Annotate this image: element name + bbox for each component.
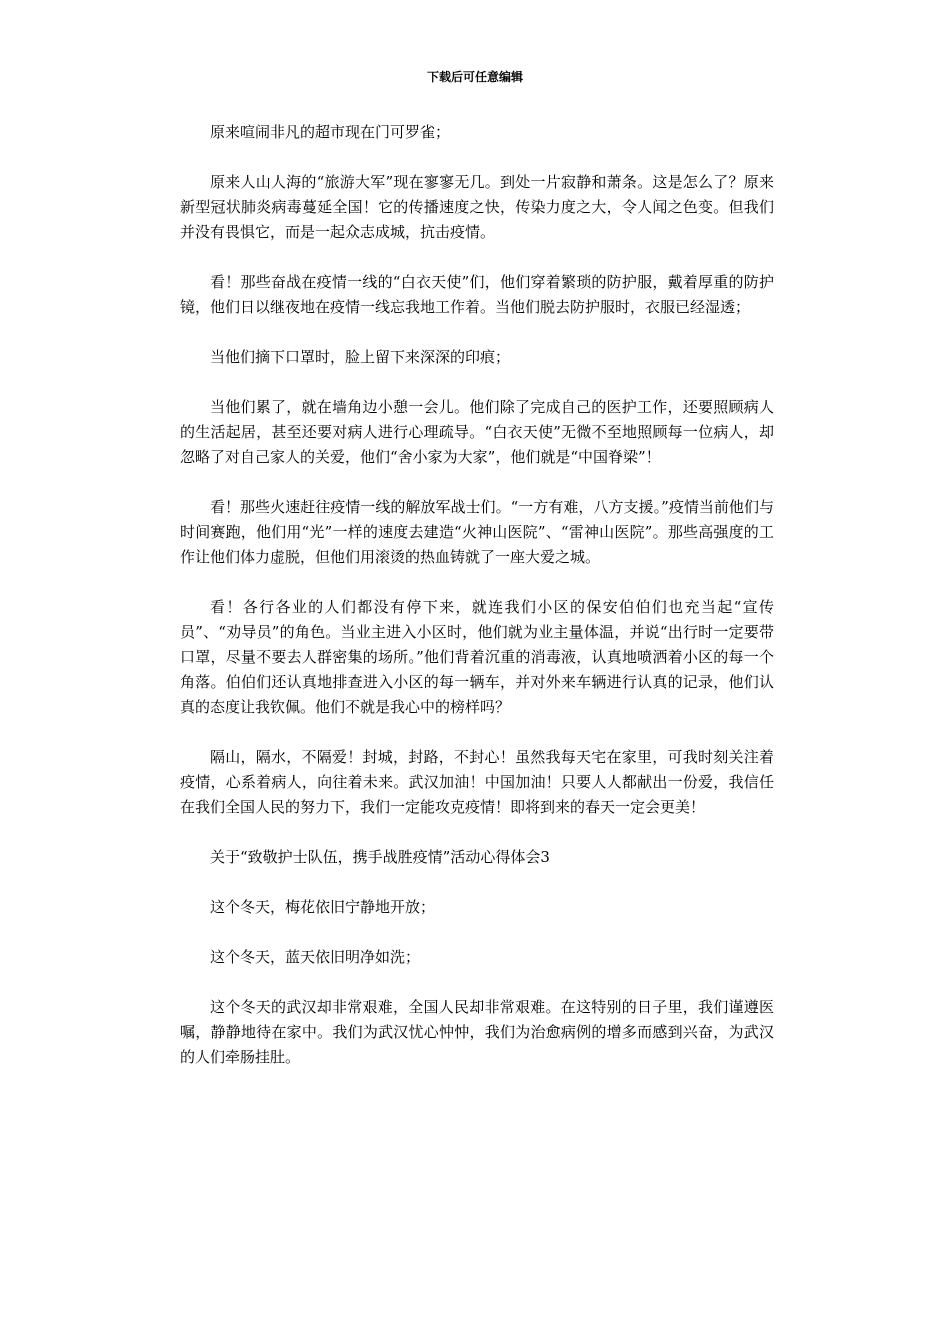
document-body (180, 120, 774, 1095)
paragraph: 看！各行各业的人们都没有停下来，就连我们小区的保安伯伯们也充当起“宣传员”、“劝导员”的角色。当业主进入小区时，他们就为业主量体温，并说“出行时一定要带口罩，尽量不要去人群密集的场所。”他们背着沉重的消毒液，认真地喷洒着小区的每一个角落。伯伯们还认真地排查进入小区的每一辆车，并对外来车辆进行认真的记录，他们认真的态度让我钦佩。他们不就是我心中的榜样吗？ (180, 598, 774, 716)
paragraph: 看！那些火速赶往疫情一线的解放军战士们。“一方有难，八方支援。”疫情当前他们与时间赛跑，他们用“光”一样的速度去建造“火神山医院”、“雷神山医院”。那些高强度的工作让他们体力虚脱，但他们用滚烫的热血铸就了一座大爱之城。 (180, 498, 774, 566)
section-heading: 关于“致敬护士队伍，携手战胜疫情”活动心得体会3 (210, 848, 550, 866)
paragraph: 原来人山人海的“旅游大军”现在寥寥无几。到处一片寂静和萧条。这是怎么了？原来新型冠状肺炎病毒蔓延全国！它的传播速度之快，传染力度之大，令人闻之色变。但我们并没有畏惧它，而是一起众志成城，抗击疫情。 (180, 173, 774, 241)
paragraph: 当他们摘下口罩时，脸上留下来深深的印痕； (210, 348, 511, 366)
paragraph: 这个冬天，蓝天依旧明净如洗； (210, 948, 421, 966)
page-header: 下载后可任意编辑 (426, 70, 523, 84)
paragraph: 原来喧闹非凡的超市现在门可罗雀； (210, 123, 451, 141)
paragraph: 当他们累了，就在墙角边小憩一会儿。他们除了完成自己的医护工作，还要照顾病人的生活起居，甚至还要对病人进行心理疏导。“白衣天使”无微不至地照顾每一位病人，却忽略了对自己家人的关爱，他们“舍小家为大家”，他们就是“中国脊梁”！ (180, 398, 774, 466)
paragraph: 这个冬天的武汉却非常艰难，全国人民却非常艰难。在这特别的日子里，我们谨遵医嘱，静静地待在家中。我们为武汉忧心忡忡，我们为治愈病例的增多而感到兴奋，为武汉的人们牵肠挂肚。 (180, 998, 774, 1066)
paragraph: 这个冬天，梅花依旧宁静地开放； (210, 898, 436, 916)
paragraph: 看！那些奋战在疫情一线的“白衣天使”们，他们穿着繁琐的防护服，戴着厚重的防护镜，他们日以继夜地在疫情一线忘我地工作着。当他们脱去防护服时，衣服已经湿透； (180, 273, 774, 316)
paragraph: 隔山，隔水，不隔爱！封城，封路，不封心！虽然我每天宅在家里，可我时刻关注着疫情，心系着病人，向往着未来。武汉加油！中国加油！只要人人都献出一份爱，我信任在我们全国人民的努力下，我们一定能攻克疫情！即将到来的春天一定会更美！ (180, 748, 774, 816)
